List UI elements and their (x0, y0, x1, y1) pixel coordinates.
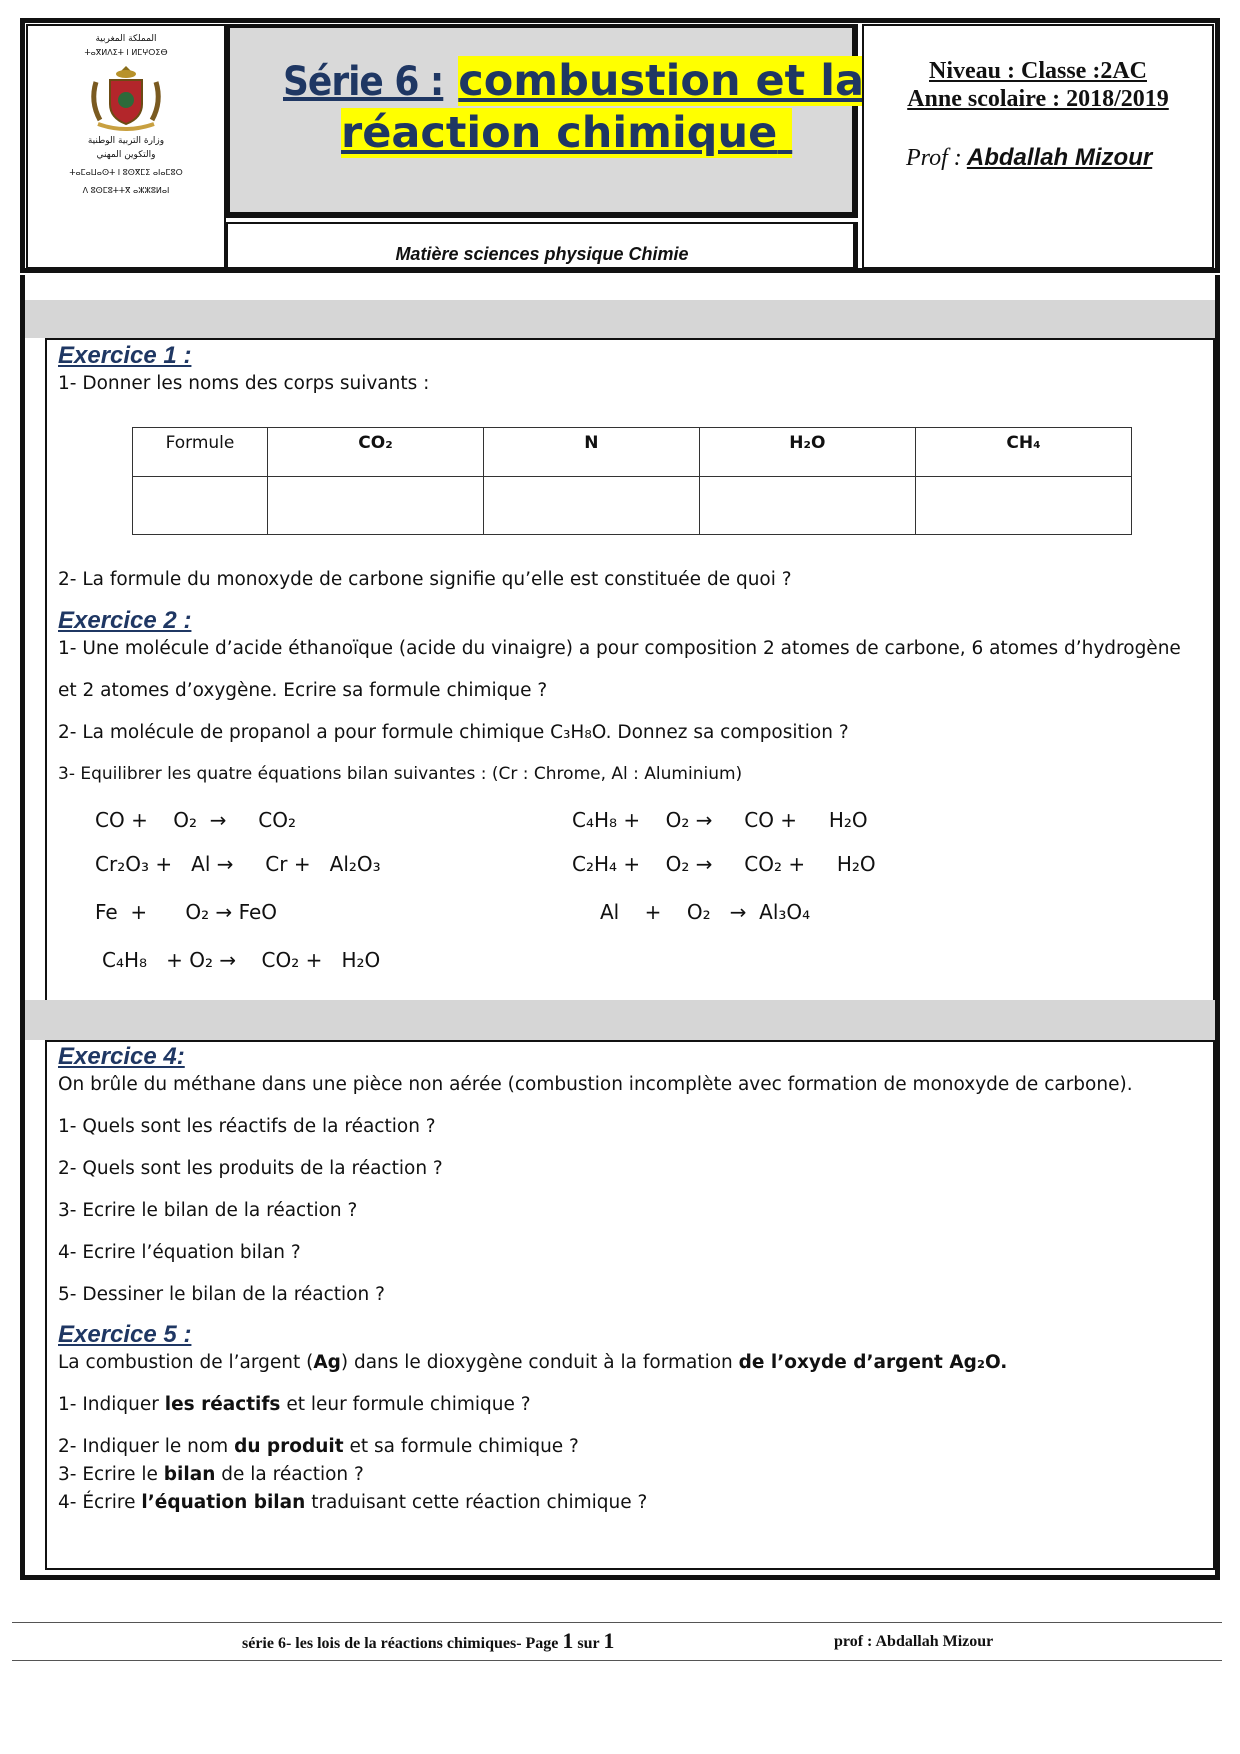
ex1-q2: 2- La formule du monoxyde de carbone signifie qu’elle est constituée de quoi ? (58, 569, 792, 590)
table-cell-empty (699, 477, 915, 535)
equation-3: Cr₂O₃ + Al → Cr + Al₂O₃ (95, 852, 381, 876)
section-band-1 (25, 300, 1215, 338)
niveau-label: Niveau : Classe :2AC (929, 58, 1147, 84)
section-band-2 (25, 1000, 1215, 1040)
page-frame-left (20, 275, 25, 1580)
coat-of-arms-emblem (86, 62, 166, 132)
ex4-q5: 5- Dessiner le bilan de la réaction ? (58, 1284, 385, 1305)
ex4-intro: On brûle du méthane dans une pièce non aérée (combustion incomplète avec formation de monoxyde de carbone). (58, 1074, 1133, 1095)
ex4-title: Exercice 4: (58, 1043, 185, 1070)
table-header-h2o: H₂O (699, 428, 915, 477)
equation-5: Fe + O₂ → FeO (95, 900, 278, 924)
ex2-q2: 2- La molécule de propanol a pour formule chimique C₃H₈O. Donnez sa composition ? (58, 722, 849, 743)
footer-rule-top (12, 1622, 1222, 1623)
ex4-q4: 4- Ecrire l’équation bilan ? (58, 1242, 301, 1263)
ex1-title: Exercice 1 : (58, 342, 192, 369)
prof-name: Abdallah Mizour (966, 144, 1153, 171)
table-cell-empty (267, 477, 483, 535)
page-frame-right (1215, 275, 1220, 1580)
prof-label: Prof : (906, 145, 962, 171)
title-part-2: réaction chimique (341, 108, 778, 158)
table-cell-empty (484, 477, 700, 535)
title-line-1 (283, 56, 864, 107)
ex2-q1-line2: et 2 atomes d’oxygène. Ecrire sa formule chimique ? (58, 680, 548, 701)
formula-table (132, 427, 1132, 535)
equation-4: C₂H₄ + O₂ → CO₂ + H₂O (572, 852, 876, 876)
footer-rule-bottom (12, 1660, 1222, 1661)
ministry-arabic-2: وزارة التربية الوطنية (87, 136, 165, 146)
serie-label: Série 6 : (283, 59, 444, 105)
table-header-co2: CO₂ (267, 428, 483, 477)
ex4-q2: 2- Quels sont les produits de la réaction ? (58, 1158, 443, 1179)
table-header-formule: Formule (133, 428, 268, 477)
ministry-arabic-3: والتكوين المهني (96, 150, 156, 160)
table-cell-empty (915, 477, 1131, 535)
ex2-q1-line1: 1- Une molécule d’acide éthanoïque (acide du vinaigre) a pour composition 2 atomes de carbone, 6 atomes d’hydrogène (58, 638, 1181, 659)
ministry-arabic-1: المملكة المغربية (95, 34, 157, 44)
ministry-tifinagh-2: ⵜⴰⵎⴰⵡⴰⵙⵜ ⵏ ⵓⵙⴳⵎⵉ ⴰⵏⴰⵎⵓⵔ (69, 168, 183, 177)
table-cell-empty (133, 477, 268, 535)
ex5-intro: La combustion de l’argent (Ag) dans le dioxygène conduit à la formation de l’oxyde d’argent Ag₂O. (58, 1352, 1008, 1373)
ex2-q3: 3- Equilibrer les quatre équations bilan suivantes : (Cr : Chrome, Al : Aluminium) (58, 764, 743, 784)
ex5-title: Exercice 5 : (58, 1321, 192, 1348)
ministry-tifinagh-3: ⴷ ⵓⵙⵎⵓⵜⵜⴳ ⴰⵣⵣⵓⵍⴰⵏ (82, 186, 170, 195)
annee-label: Anne scolaire : 2018/2019 (907, 86, 1169, 112)
table-header-ch4: CH₄ (915, 428, 1131, 477)
ex5-q1: 1- Indiquer les réactifs et leur formule chimique ? (58, 1394, 531, 1415)
ex5-q2: 2- Indiquer le nom du produit et sa formule chimique ? (58, 1436, 579, 1457)
footer-right: prof : Abdallah Mizour (834, 1633, 994, 1650)
ex1-q1: 1- Donner les noms des corps suivants : (58, 373, 430, 394)
subject-label: Matière sciences physique Chimie (395, 244, 689, 264)
footer-left: série 6- les lois de la réactions chimiques- Page 1 sur 1 (242, 1628, 615, 1653)
logo-cell (26, 24, 226, 269)
equation-6: Al + O₂ → Al₃O₄ (600, 900, 811, 924)
title-line-2 (341, 108, 792, 158)
equation-1: CO + O₂ → CO₂ (95, 808, 296, 832)
equation-7: C₄H₈ + O₂ → CO₂ + H₂O (102, 948, 381, 972)
ex4-q3: 3- Ecrire le bilan de la réaction ? (58, 1200, 358, 1221)
ministry-tifinagh-1: ⵜⴰⴳⵍⴷⵉⵜ ⵏ ⵍⵎⵖⵔⵉⴱ (84, 48, 168, 57)
title-part-1: combustion et la (458, 56, 864, 106)
equation-2: C₄H₈ + O₂ → CO + H₂O (572, 808, 868, 832)
prof-line (906, 144, 1152, 172)
ex4-q1: 1- Quels sont les réactifs de la réaction ? (58, 1116, 436, 1137)
ex5-q3: 3- Ecrire le bilan de la réaction ? (58, 1464, 364, 1485)
table-header-n: N (484, 428, 700, 477)
ex2-title: Exercice 2 : (58, 607, 192, 634)
ex5-q4: 4- Écrire l’équation bilan traduisant cette réaction chimique ? (58, 1492, 648, 1513)
page-frame-bottom (20, 1575, 1220, 1580)
